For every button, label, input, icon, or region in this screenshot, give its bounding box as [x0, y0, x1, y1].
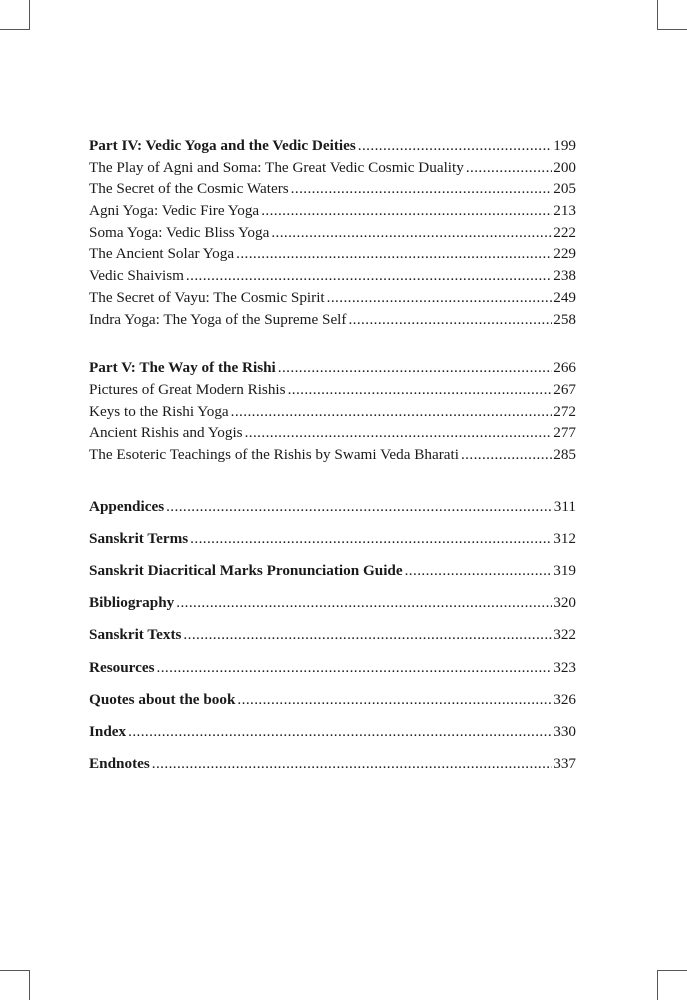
dot-leader [190, 528, 552, 550]
toc-entry-title: Keys to the Rishi Yoga [89, 402, 229, 420]
dot-leader [261, 200, 552, 222]
dot-leader [231, 401, 553, 423]
toc-entry-title: Vedic Shaivism [89, 267, 184, 285]
dot-leader [466, 157, 552, 179]
crop-mark [657, 970, 687, 971]
dot-leader [405, 560, 553, 582]
toc-page-number: 320 [553, 594, 576, 612]
toc-entry-title: Quotes about the book [89, 690, 236, 708]
toc-entry-title: Agni Yoga: Vedic Fire Yoga [89, 202, 260, 220]
toc-entry-title: Indra Yoga: The Yoga of the Supreme Self [89, 310, 347, 328]
toc-entry-title: Pictures of Great Modern Rishis [89, 380, 286, 398]
toc-entry-title: Sanskrit Terms [89, 529, 189, 547]
dot-leader [128, 721, 552, 743]
toc-entry-title: Part IV: Vedic Yoga and the Vedic Deities [89, 137, 356, 154]
crop-mark [0, 970, 30, 971]
toc-entry-title: The Ancient Solar Yoga [89, 245, 235, 263]
toc-page-number: 272 [553, 402, 576, 420]
toc-page-number: 312 [553, 529, 576, 547]
toc-page-number: 258 [553, 310, 576, 328]
toc-page-number: 330 [553, 722, 576, 740]
toc-page-number: 238 [553, 267, 576, 285]
dot-leader [236, 243, 552, 265]
dot-leader [245, 422, 553, 444]
toc-backmatter-entry[interactable] [89, 528, 576, 550]
crop-mark [29, 970, 30, 1000]
toc-entry[interactable] [89, 444, 576, 466]
toc-entry[interactable] [89, 401, 576, 423]
section-spacer [89, 330, 576, 357]
toc-section-back-matter [89, 496, 576, 775]
toc-section-part-v [89, 357, 576, 465]
toc-entry-title: Bibliography [89, 594, 175, 612]
crop-mark [29, 0, 30, 30]
toc-entry-title: Ancient Rishis and Yogis [89, 424, 243, 442]
toc-part-heading[interactable] [89, 357, 576, 379]
dot-leader [461, 444, 552, 466]
toc-backmatter-entry[interactable] [89, 624, 576, 646]
dot-leader [271, 222, 552, 244]
dot-leader [348, 309, 552, 331]
dot-leader [152, 753, 552, 775]
toc-entry-title: Soma Yoga: Vedic Bliss Yoga [89, 223, 270, 241]
toc-backmatter-entry[interactable] [89, 753, 576, 775]
toc-backmatter-entry[interactable] [89, 560, 576, 582]
toc-entry-title: The Play of Agni and Soma: The Great Vedic Cosmic Duality [89, 158, 464, 176]
dot-leader [288, 379, 553, 401]
dot-leader [237, 689, 552, 711]
crop-mark [657, 29, 687, 30]
toc-page-number: 311 [553, 497, 576, 515]
dot-leader [166, 496, 553, 518]
crop-mark [657, 0, 658, 30]
toc-entry-title: Sanskrit Diacritical Marks Pronunciation Guide [89, 562, 403, 579]
toc-page-number: 249 [553, 288, 576, 306]
toc-part-heading[interactable] [89, 135, 576, 157]
toc-page-number: 285 [553, 445, 576, 463]
toc-page-number: 266 [553, 359, 576, 377]
toc-backmatter-entry[interactable] [89, 592, 576, 614]
toc-backmatter-entry[interactable] [89, 689, 576, 711]
toc-page-number: 200 [553, 158, 576, 176]
dot-leader [186, 265, 552, 287]
toc-entry-title: Appendices [89, 497, 165, 515]
toc-entry[interactable] [89, 265, 576, 287]
crop-mark [657, 970, 658, 1000]
toc-page-number: 222 [553, 223, 576, 241]
toc-entry-title: Sanskrit Texts [89, 626, 182, 644]
toc-page-number: 319 [553, 562, 576, 579]
toc-entry[interactable] [89, 178, 576, 200]
toc-entry-title: The Esoteric Teachings of the Rishis by Swami Veda Bharati [89, 445, 459, 463]
toc-entry-title: Part V: The Way of the Rishi [89, 359, 276, 377]
toc-entry-title: The Secret of the Cosmic Waters [89, 180, 289, 198]
toc-backmatter-entry[interactable] [89, 657, 576, 679]
toc-page-number: 199 [553, 137, 576, 154]
dot-leader [327, 287, 553, 309]
toc-page-number: 337 [553, 755, 576, 773]
toc-entry[interactable] [89, 200, 576, 222]
toc-page-number: 323 [553, 658, 576, 676]
toc-entry[interactable] [89, 222, 576, 244]
toc-entry[interactable] [89, 379, 576, 401]
toc-page-number: 213 [553, 202, 576, 220]
toc-entry[interactable] [89, 243, 576, 265]
toc-entry[interactable] [89, 309, 576, 331]
dot-leader [291, 178, 553, 200]
dot-leader [157, 657, 553, 679]
toc-entry-title: Endnotes [89, 755, 150, 773]
toc-entry[interactable] [89, 157, 576, 179]
toc-page-number: 277 [553, 424, 576, 442]
toc-page-number: 322 [553, 626, 576, 644]
crop-mark [0, 29, 30, 30]
toc-backmatter-entry[interactable] [89, 496, 576, 518]
toc-page-number: 229 [553, 245, 576, 263]
dot-leader [176, 592, 552, 614]
toc-entry[interactable] [89, 287, 576, 309]
toc-page-number: 267 [553, 380, 576, 398]
toc-entry[interactable] [89, 422, 576, 444]
dot-leader [358, 135, 552, 157]
section-spacer [89, 466, 576, 496]
toc-entry-title: Resources [89, 658, 155, 676]
toc-section-part-iv [89, 135, 576, 330]
dot-leader [183, 624, 552, 646]
table-of-contents [89, 135, 576, 785]
toc-page-number: 205 [553, 180, 576, 198]
toc-backmatter-entry[interactable] [89, 721, 576, 743]
toc-entry-title: The Secret of Vayu: The Cosmic Spirit [89, 288, 325, 306]
toc-page-number: 326 [553, 690, 576, 708]
toc-entry-title: Index [89, 722, 127, 740]
dot-leader [278, 357, 552, 379]
